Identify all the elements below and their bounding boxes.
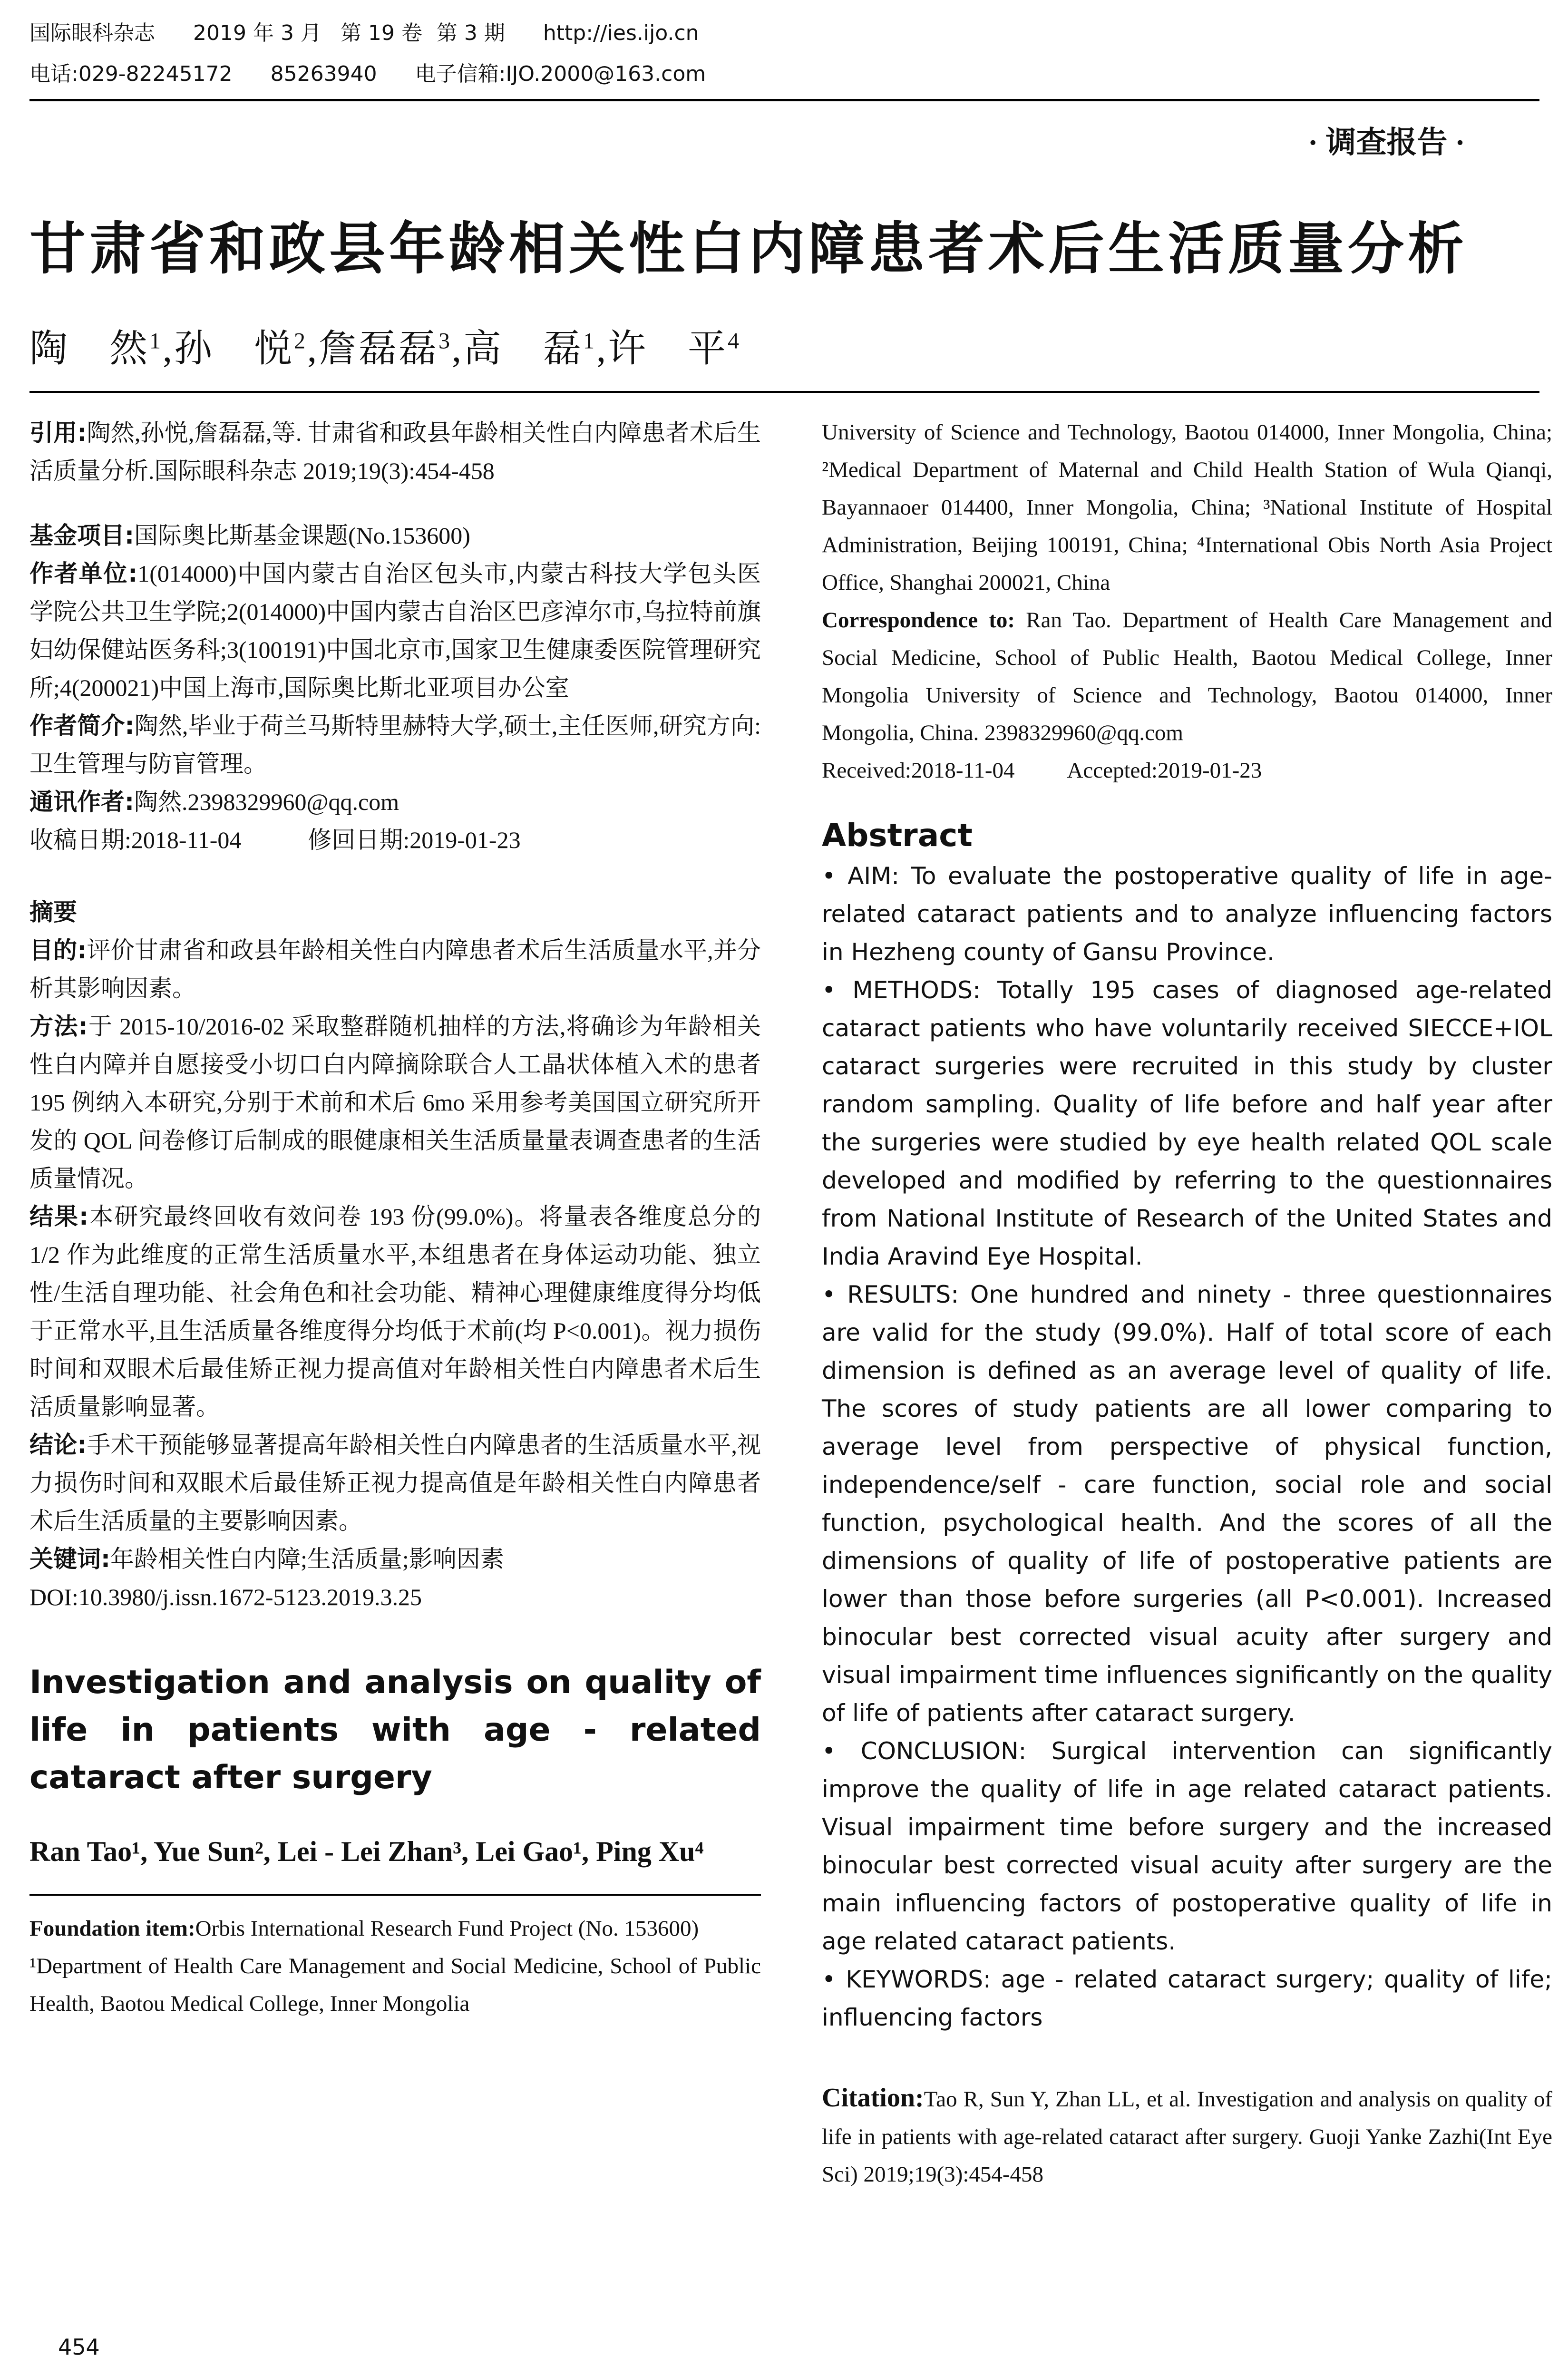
abstract-conclusion: • CONCLUSION: Surgical intervention can significantly improve the quality of life in age related cataract patients. Visual impairment time before surgery and the increased binocular best corrected visual acuity after surgery are the main influencing factors of postoperative quality of life in age related cataract patients.	[822, 1737, 1552, 1955]
affiliation-en: ¹Department of Health Care Management and Social Medicine, School of Public Health, Baotou Medical College, Inner Mongolia	[29, 1954, 761, 2016]
journal-email[interactable]: 电子信箱:IJO.2000@163.com	[415, 62, 706, 86]
correspondence-block	[822, 602, 1552, 752]
revised-label: 修回日期:	[308, 827, 410, 853]
cite-text: 陶然,孙悦,詹磊磊,等. 甘肃省和政县年龄相关性白内障患者术后生活质量分析.国际眼科杂志 2019;19(3):454-458	[29, 419, 761, 484]
citation-label: Citation:	[822, 2083, 924, 2113]
bio-text: 陶然,毕业于荷兰马斯特里赫特大学,硕士,主任医师,研究方向:卫生管理与防盲管理。	[29, 712, 761, 777]
journal-header-line1	[29, 20, 699, 47]
paper-title-cn: 甘肃省和政县年龄相关性白内障患者术后生活质量分析	[29, 216, 1468, 282]
bio-block	[29, 707, 761, 783]
title-rule	[29, 391, 1539, 393]
cite-label: 引用:	[29, 419, 87, 447]
author-cn: 孙 悦	[174, 328, 294, 370]
author-cn: 许 平	[608, 328, 728, 370]
abstract-methods: • METHODS: Totally 195 cases of diagnosed age-related cataract patients who have voluntarily received SIECCE+IOL cataract surgeries were recruited in this study by cluster random sampling. Quality of life before and half year after the surgeries were studied by eye health related QOL scale developed and modified by referring to the questionnaires from National Institute of Research of the United States and India Aravind Eye Hospital.	[822, 976, 1552, 1270]
citation-text: Tao R, Sun Y, Zhan LL, et al. Investigation and analysis on quality of life in patients with age-related cataract after surgery. Guoji Yanke Zazhi(Int Eye Sci) 2019;19(3):454-458	[822, 2087, 1552, 2187]
journal-volume: 第 19 卷	[340, 21, 422, 45]
journal-name: 国际眼科杂志	[29, 21, 155, 45]
left-column	[29, 414, 761, 2023]
affiliation-en-continued: University of Science and Technology, Baotou 014000, Inner Mongolia, China; ²Medical Department of Maternal and Child Health Station of Wula Qianqi, Bayannaoer 014400, Inner Mongolia, China; ³National Institute of Hospital Administration, Beijing 100191, China; ⁴International Obis North Asia Project Office, Shanghai 200021, China	[822, 420, 1552, 595]
author-cn: 陶 然	[29, 328, 149, 370]
aim-label: 目的:	[29, 936, 87, 964]
corr-text: 陶然.2398329960@qq.com	[134, 789, 399, 815]
result-label: 结果:	[29, 1203, 89, 1230]
fund-label: 基金项目:	[29, 522, 134, 549]
correspondence-text: Ran Tao. Department of Health Care Management and Social Medicine, School of Public Health, Baotou Medical College, Inner Mongolia University of Science and Technology, Baotou 014000, Inner Mongolia, China. 2398329960@qq.com	[822, 608, 1552, 745]
header-rule	[29, 99, 1539, 101]
abstract-heading-cn	[29, 893, 761, 931]
conclusion-text: 手术干预能够显著提高年龄相关性白内障患者的生活质量水平,视力损伤时间和双眼术后最佳矫正视力提高值是年龄相关性白内障患者术后生活质量的主要影响因素。	[29, 1432, 761, 1534]
foundation-text: Orbis International Research Fund Project (No. 153600)	[195, 1916, 699, 1941]
foundation-label: Foundation item:	[29, 1916, 195, 1941]
revised-date: 2019-01-23	[409, 827, 521, 853]
method-label: 方法:	[29, 1013, 88, 1040]
abstract-aim: • AIM: To evaluate the postoperative quality of life in age-related cataract patients and to analyze influencing factors in Hezheng county of Gansu Province.	[822, 862, 1552, 966]
journal-issue-date: 2019 年 3 月	[193, 21, 321, 45]
conclusion-block	[29, 1426, 761, 1540]
page-number: 454	[58, 2334, 100, 2360]
doi[interactable]: DOI:10.3980/j.issn.1672-5123.2019.3.25	[29, 1584, 422, 1610]
bio-label: 作者简介:	[29, 712, 135, 740]
fund-block	[29, 516, 761, 555]
received-date: 2018-11-04	[131, 827, 242, 853]
journal-number: 第 3 期	[436, 21, 505, 45]
keywords-label: 关键词:	[29, 1545, 110, 1573]
author-cn: 詹磊磊	[319, 328, 438, 370]
abstract-keywords: • KEYWORDS: age - related cataract surgery; quality of life; influencing factors	[822, 1966, 1552, 2031]
corr-block	[29, 783, 761, 821]
affiliation-mark: 3	[438, 328, 452, 354]
journal-header-line2	[29, 61, 706, 88]
cite-block	[29, 414, 761, 490]
citation-block	[822, 2079, 1552, 2193]
received-label: 收稿日期:	[29, 827, 131, 853]
abstract-heading-en: Abstract	[822, 817, 973, 854]
result-block	[29, 1198, 761, 1426]
dates-block	[29, 821, 761, 859]
author-cn: 高 磊	[463, 328, 583, 370]
journal-url[interactable]: http://ies.ijo.cn	[543, 21, 699, 45]
corr-label: 通讯作者:	[29, 788, 134, 816]
method-text: 于 2015-10/2016-02 采取整群随机抽样的方法,将确诊为年龄相关性白内障并自愿接受小切口白内障摘除联合人工晶状体植入术的患者 195 例纳入本研究,分别于术前和术后 6mo 采用参考美国国立研究所开发的 QOL 问卷修订后制成的眼健康相关生活质量量表调查患者的生活质量情况。	[29, 1013, 761, 1192]
affiliation-mark: 1	[149, 328, 163, 354]
method-block	[29, 1007, 761, 1198]
abstract-heading-text: 摘要	[29, 898, 77, 926]
foundation-block	[29, 1910, 761, 1948]
aim-text: 评价甘肃省和政县年龄相关性白内障患者术后生活质量水平,并分析其影响因素。	[29, 937, 761, 1002]
unit-label: 作者单位:	[29, 560, 138, 587]
affiliation-mark: 1	[583, 328, 596, 354]
affiliation-mark: 2	[294, 328, 307, 354]
conclusion-label: 结论:	[29, 1431, 87, 1459]
dates-en	[822, 752, 1552, 789]
journal-phone-alt: 85263940	[270, 62, 377, 86]
authors-cn: 陶 然$^1$,孙 悦$^2$,詹磊磊$^3$,高 磊$^1$,许 平$^4$	[29, 328, 741, 370]
journal-phone: 电话:029-82245172	[29, 62, 233, 86]
fund-text: 国际奥比斯基金课题(No.153600)	[134, 522, 470, 549]
paper-title-en: Investigation and analysis on quality of life in patients with age - related cataract after surgery	[29, 1664, 761, 1796]
authors-en: Ran Tao¹, Yue Sun², Lei - Lei Zhan³, Lei Gao¹, Ping Xu⁴	[29, 1836, 704, 1867]
aim-block	[29, 931, 761, 1007]
abstract-results: • RESULTS: One hundred and ninety - three questionnaires are valid for the study (99.0%). Half of total score of each dimension is defined as an average level of quality of life. The scores of study patients are all lower comparing to average level from perspective of physical function, independence/self - care function, social role and social function, psychological health. And the scores of all the dimensions of quality of life of postoperative patients are lower than those before surgeries (all P<0.001). Increased binocular best corrected visual acuity after surgery and visual impairment time influences significantly on the quality of life of patients after cataract surgery.	[822, 1281, 1552, 1727]
correspondence-label: Correspondence to:	[822, 608, 1015, 633]
keywords-block	[29, 1540, 761, 1578]
accepted-en: Accepted:2019-01-23	[1067, 758, 1262, 783]
unit-block	[29, 555, 761, 707]
keywords-text: 年龄相关性白内障;生活质量;影响因素	[110, 1546, 504, 1572]
result-text: 本研究最终回收有效问卷 193 份(99.0%)。将量表各维度总分的 1/2 作为此维度的正常生活质量水平,本组患者在身体运动功能、独立性/生活自理功能、社会角色和社会功能、精神心理健康维度得分均低于正常水平,且生活质量各维度得分均低于术前(均 P<0.001)。视力损伤时间和双眼术后最佳矫正视力提高值对年龄相关性白内障患者术后生活质量影响显著。	[29, 1203, 761, 1420]
unit-text: 1(014000)中国内蒙古自治区包头市,内蒙古科技大学包头医学院公共卫生学院;2(014000)中国内蒙古自治区巴彦淖尔市,乌拉特前旗妇幼保健站医务科;3(100191)中国北京市,国家卫生健康委医院管理研究所;4(200021)中国上海市,国际奥比斯北亚项目办公室	[29, 560, 761, 701]
affiliation-mark: 4	[728, 328, 741, 354]
received-en: Received:2018-11-04	[822, 758, 1015, 783]
right-column	[822, 414, 1552, 2193]
report-type: · 调查报告 ·	[1308, 126, 1465, 159]
